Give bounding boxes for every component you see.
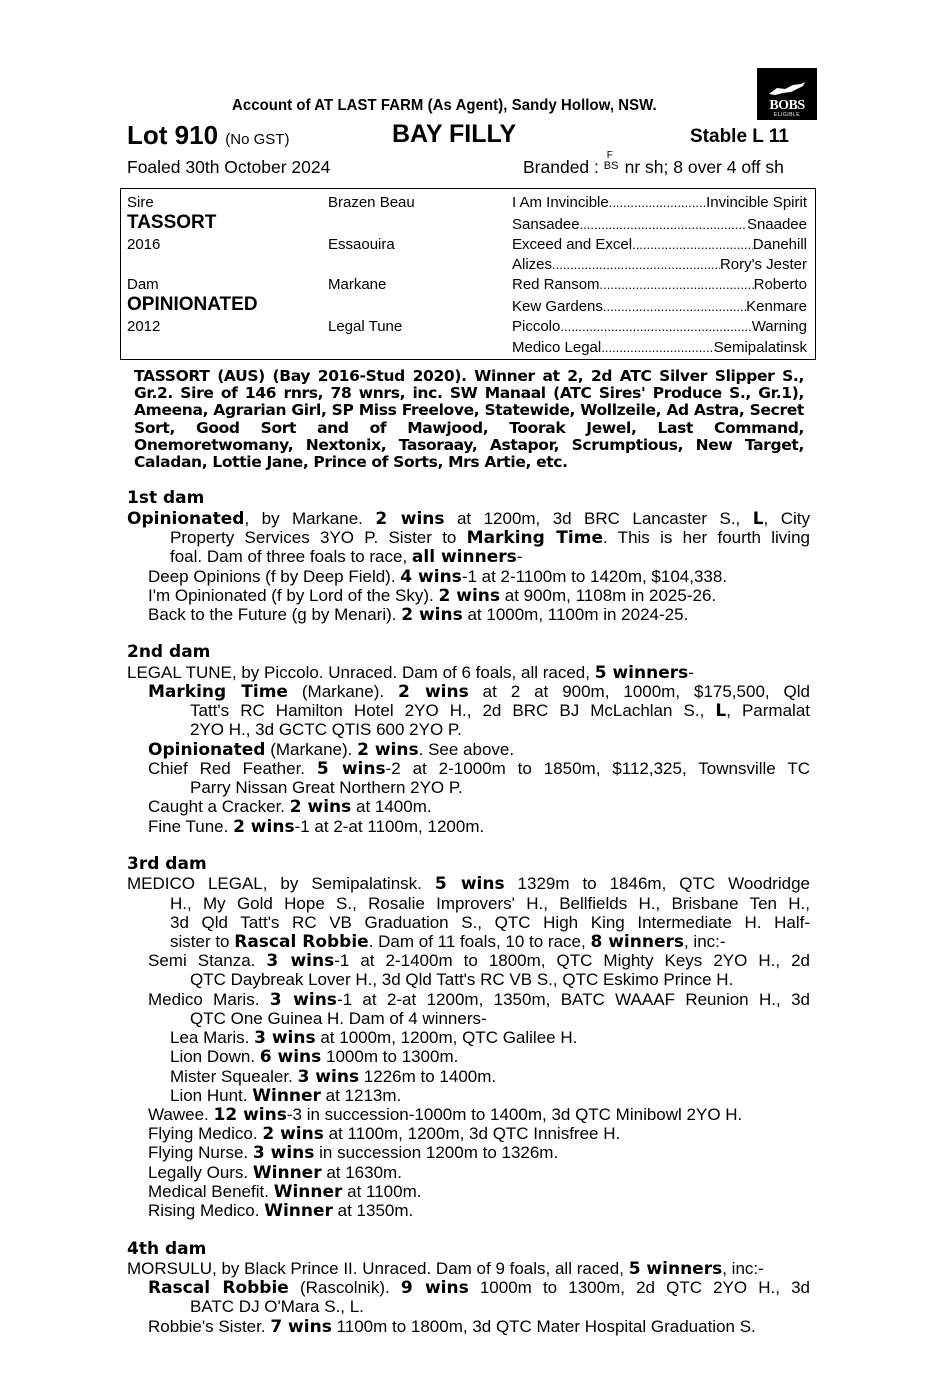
grand-progeny-line [170,1028,577,1048]
pedigree-gen3-sire: Alizes [512,256,553,273]
dam-line [170,913,810,932]
text: , inc:- [722,1259,764,1278]
text: (Markane). [287,682,398,701]
wins: Winner [252,1086,321,1106]
progeny-line [148,1278,810,1298]
progeny-line [148,990,810,1010]
text: MORSULU, by Black Prince II. Unraced. Dam of 9 foals, all raced, [127,1259,629,1278]
leader-dots [601,339,713,356]
sire-biography: TASSORT (AUS) (Bay 2016-Stud 2020). Winner at 2, 2d ATC Silver Slipper S., Gr.2. Sire of 146 rnrs, 78 wnrs, inc. SW Manaal (ATC Sires' Produce S., Gr.1), Ameena, Agrarian Girl, SP Miss Freelove, Statewide, Wollzeile, Ad Astra, Secret Sort, Good Sort and of Mawjood, Toorak Jewel, Last Command, Onemoretwomany, Nextonix, Tasoraay, Astapor, Scrumptious, New Target, Caladan, Lottie Jane, Prince of Sorts, Mrs Artie, etc. [134,367,804,472]
text: Semi Stanza. [148,951,267,970]
progeny-line [148,586,716,606]
sire-label: Sire [127,194,154,211]
text: at 1213m. [320,1086,402,1105]
progeny-line [190,778,463,797]
text: - [688,663,694,682]
brand-mark-bottom: BS [603,160,619,172]
dam-name: Opinionated [127,509,245,529]
text: 1100m to 1800m, 3d QTC Mater Hospital Graduation S. [331,1317,756,1336]
text: Back to the Future (g by Menari). [148,605,402,624]
brand-detail: nr sh; 8 over 4 off sh [619,157,784,177]
pedigree-table [120,188,816,360]
progeny-line [190,720,462,739]
wins: 3 wins [266,951,335,971]
wins: Winner [273,1182,343,1202]
text: , Parmalat [726,701,810,720]
horse-name: Rascal Robbie [234,932,369,952]
horse-name: Marking Time [466,528,603,548]
pedigree-gen3 [512,194,807,211]
progeny-line [190,701,810,721]
winners: 5 winners [628,1259,723,1279]
pedigree-gen3 [512,298,807,315]
grand-progeny-line [170,1086,401,1106]
text: LEGAL TUNE, by Piccolo. Unraced. Dam of 6 foals, all raced, [127,663,595,682]
text: MEDICO LEGAL, by Semipalatinsk. [127,874,435,893]
pedigree-gen3-sire: Red Ransom [512,276,600,293]
logo-text: BOBS [769,98,805,113]
leader-dots [600,276,754,293]
lot-number [127,120,289,151]
progeny-line [148,1124,620,1144]
progeny-line [190,1009,487,1028]
pedigree-gen3 [512,236,807,253]
section-heading: 1st dam [127,488,205,508]
text: -3 in succession-1000m to 1400m, 3d QTC Minibowl 2YO H. [286,1105,743,1124]
pedigree-gen3-dam-sire: Danehill [752,236,807,253]
text: at 1000m, 1100m in 2024-25. [462,605,689,624]
leader-dots [609,194,706,211]
vendor-account: Account of AT LAST FARM (As Agent), Sandy Hollow, NSW. [232,97,657,114]
text: Fine Tune. [148,817,234,836]
leader-dots [603,298,746,315]
text: BATC DJ O'Mara S., L. [190,1297,364,1316]
text: -1 at 2-1400m to 1800m, QTC Mighty Keys 2YO H., 2d [334,951,810,970]
text: (Rascolnik). [288,1278,401,1297]
text: at 1350m. [332,1201,414,1220]
text: at 2 at 900m, 1000m, $175,500, Qld [468,682,810,701]
text: at 1100m, 1200m, 3d QTC Innisfree H. [323,1124,621,1143]
pedigree-gen3-dam-sire: Semipalatinsk [713,339,807,356]
grand-progeny-line [170,1067,496,1087]
brand-mark-top: F [606,150,613,161]
pedigree-gen3-sire: Kew Gardens [512,298,603,315]
text: at 1400m. [351,797,432,816]
horse-name: Rascal Robbie [148,1278,289,1298]
horse-icon [765,80,809,98]
text: Rising Medico. [148,1201,265,1220]
text: 1226m to 1400m. [359,1067,497,1086]
pedigree-gen3-sire: I Am Invincible [512,194,609,211]
leader-dots [552,256,720,273]
text: (Markane). [265,740,358,759]
text: Flying Medico. [148,1124,263,1143]
dam-line [170,528,810,548]
progeny-line [148,817,484,837]
text: Deep Opinions (f by Deep Field). [148,567,401,586]
wins: 3 wins [297,1067,360,1087]
wins: 3 wins [252,1143,315,1163]
text: Caught a Cracker. [148,797,290,816]
lot-label: Lot 910 [127,120,219,150]
logo-subtext: ELIGIBLE [773,112,801,118]
text: -1 at 2-at 1200m, 1350m, BATC WAAAF Reunion H., 3d [336,990,810,1009]
text: Chief Red Feather. [148,759,317,778]
progeny-line [148,797,432,817]
dam-year: 2012 [127,318,161,335]
text: at 1200m, 3d BRC Lancaster S., [444,509,753,528]
progeny-line [148,1317,756,1337]
wins: 2 wins [401,605,463,625]
progeny-line [148,682,810,702]
dam-line [170,547,522,567]
bobs-eligible-logo [757,68,817,120]
text: 3d Qld Tatt's RC VB Graduation S., QTC High King Intermediate H. Half- [170,913,810,932]
pedigree-gen3-dam-sire: Rory's Jester [719,256,807,273]
text: Property Services 3YO P. Sister to [170,528,467,547]
wins: 9 wins [400,1278,469,1298]
text: Parry Nissan Great Northern 2YO P. [190,778,463,797]
leader-dots [560,318,751,335]
text: at 1100m. [342,1182,422,1201]
text: , by Markane. [244,509,376,528]
pedigree-gen3-dam-sire: Snaadee [746,216,807,233]
text: at 900m, 1108m in 2025-26. [500,586,717,605]
brand-description [523,150,784,178]
progeny-line [148,951,810,971]
pedigree-gen3-dam-sire: Warning [751,318,807,335]
branded-label: Branded : [523,157,604,177]
pedigree-gen3 [512,216,807,233]
wins: 2 wins [262,1124,324,1144]
grand-progeny-line [170,1047,458,1067]
wins: 6 wins [259,1047,322,1067]
progeny-line [148,759,810,779]
text: 1000m to 1300m. [321,1047,459,1066]
dam-line [127,874,810,894]
wins: Winner [264,1201,333,1221]
progeny-line [148,1182,421,1202]
text: 1000m to 1300m, 2d QTC 2YO H., 3d [468,1278,810,1297]
pedigree-gen3-dam-sire: Roberto [753,276,807,293]
progeny-line [190,1297,364,1316]
text: H., My Gold Hope S., Rosalie Improvers' H., Bellfields H., Brisbane Ten H., [170,894,810,913]
progeny-line [148,1105,742,1125]
dam-label: Dam [127,276,159,293]
pedigree-gen2: Essaouira [328,236,395,253]
leader-dots [580,216,747,233]
text: at 1630m. [321,1163,402,1182]
wins: 5 wins [434,874,505,894]
text: , City [763,509,810,528]
text: -1 at 2-at 1100m, 1200m. [294,817,485,836]
dam-line [170,894,810,913]
pedigree-gen3 [512,318,807,335]
text: . Dam of 11 foals, 10 to race, [368,932,591,951]
listed-marker: L [715,701,727,721]
progeny-line [148,1143,558,1163]
wins: 2 wins [233,817,295,837]
text: Legally Ours. [148,1163,253,1182]
wins: Winner [252,1163,322,1183]
horse-name: Opinionated [148,740,266,760]
wins: 4 wins [400,567,462,587]
text: foal. Dam of three foals to race, [170,547,412,566]
dam-line [170,932,726,952]
pedigree-gen3 [512,339,807,356]
pedigree-gen3-sire: Piccolo [512,318,561,335]
text: Flying Nurse. [148,1143,253,1162]
wins: 2 wins [357,740,419,760]
text: at 1000m, 1200m, QTC Galilee H. [315,1028,578,1047]
text: . This is her fourth living [602,528,810,547]
gst-note: (No GST) [225,131,290,148]
text: I'm Opinionated (f by Lord of the Sky). [148,586,439,605]
wins: 3 wins [254,1028,316,1048]
text: Wawee. [148,1105,214,1124]
winners: 8 winners [590,932,684,952]
listed-marker: L [752,509,764,529]
text: , inc:- [683,932,726,951]
wins: 3 wins [269,990,337,1010]
pedigree-gen3-sire: Exceed and Excel [512,236,633,253]
text: . See above. [418,740,515,759]
text: 2YO H., 3d GCTC QTIS 600 2YO P. [190,720,462,739]
wins: 2 wins [375,509,445,529]
horse-description: BAY FILLY [392,120,517,148]
pedigree-gen3-dam-sire: Invincible Spirit [706,194,807,211]
text: sister to [170,932,235,951]
dam-line [127,509,810,529]
progeny-line [148,740,514,760]
stable-number: Stable L 11 [690,126,789,147]
text: Robbie's Sister. [148,1317,271,1336]
section-heading: 3rd dam [127,854,207,874]
winners: 5 winners [594,663,689,683]
pedigree-gen3-sire: Medico Legal [512,339,602,356]
leader-dots [632,236,753,253]
brand-mark [603,150,620,173]
pedigree-gen3 [512,276,807,293]
sire-year: 2016 [127,236,161,253]
text: - [516,547,523,566]
dam-name: OPINIONATED [127,294,258,315]
progeny-line [148,1163,402,1183]
pedigree-gen2: Markane [328,276,387,293]
progeny-line [148,605,688,625]
wins: 2 wins [289,797,352,817]
section-heading: 4th dam [127,1239,207,1259]
text: -2 at 2-1000m to 1850m, $112,325, Townsville TC [385,759,810,778]
text: in succession 1200m to 1326m. [314,1143,559,1162]
horse-name: Marking Time [148,682,288,702]
wins: 2 wins [438,586,501,606]
pedigree-gen2: Brazen Beau [328,194,415,211]
dam-line [127,1259,764,1279]
foaled-date: Foaled 30th October 2024 [127,157,331,177]
text: Lion Down. [170,1047,260,1066]
wins: 7 wins [270,1317,332,1337]
pedigree-gen2: Legal Tune [328,318,403,335]
pedigree-gen3-sire: Sansadee [512,216,580,233]
dam-line [127,663,694,683]
wins: 2 wins [398,682,469,702]
text: Lion Hunt. [170,1086,253,1105]
sire-name: TASSORT [127,212,217,233]
text: Medical Benefit. [148,1182,274,1201]
text: -1 at 2-1100m to 1420m, $104,338. [461,567,728,586]
text: 1329m to 1846m, QTC Woodridge [504,874,810,893]
wins: 12 wins [213,1105,287,1125]
text: Tatt's RC Hamilton Hotel 2YO H., 2d BRC BJ McLachlan S., [190,701,716,720]
progeny-line [148,1201,413,1221]
text: QTC Daybreak Lover H., 3d Qld Tatt's RC VB S., QTC Eskimo Prince H. [190,970,734,989]
progeny-line [148,567,727,587]
text: Lea Maris. [170,1028,255,1047]
winners: all winners [411,547,517,567]
progeny-line [190,970,733,989]
text: Medico Maris. [148,990,270,1009]
section-heading: 2nd dam [127,642,211,662]
text: Mister Squealer. [170,1067,298,1086]
pedigree-gen3 [512,256,807,273]
pedigree-gen3-dam-sire: Kenmare [746,298,807,315]
wins: 5 wins [316,759,386,779]
text: QTC One Guinea H. Dam of 4 winners- [190,1009,487,1028]
